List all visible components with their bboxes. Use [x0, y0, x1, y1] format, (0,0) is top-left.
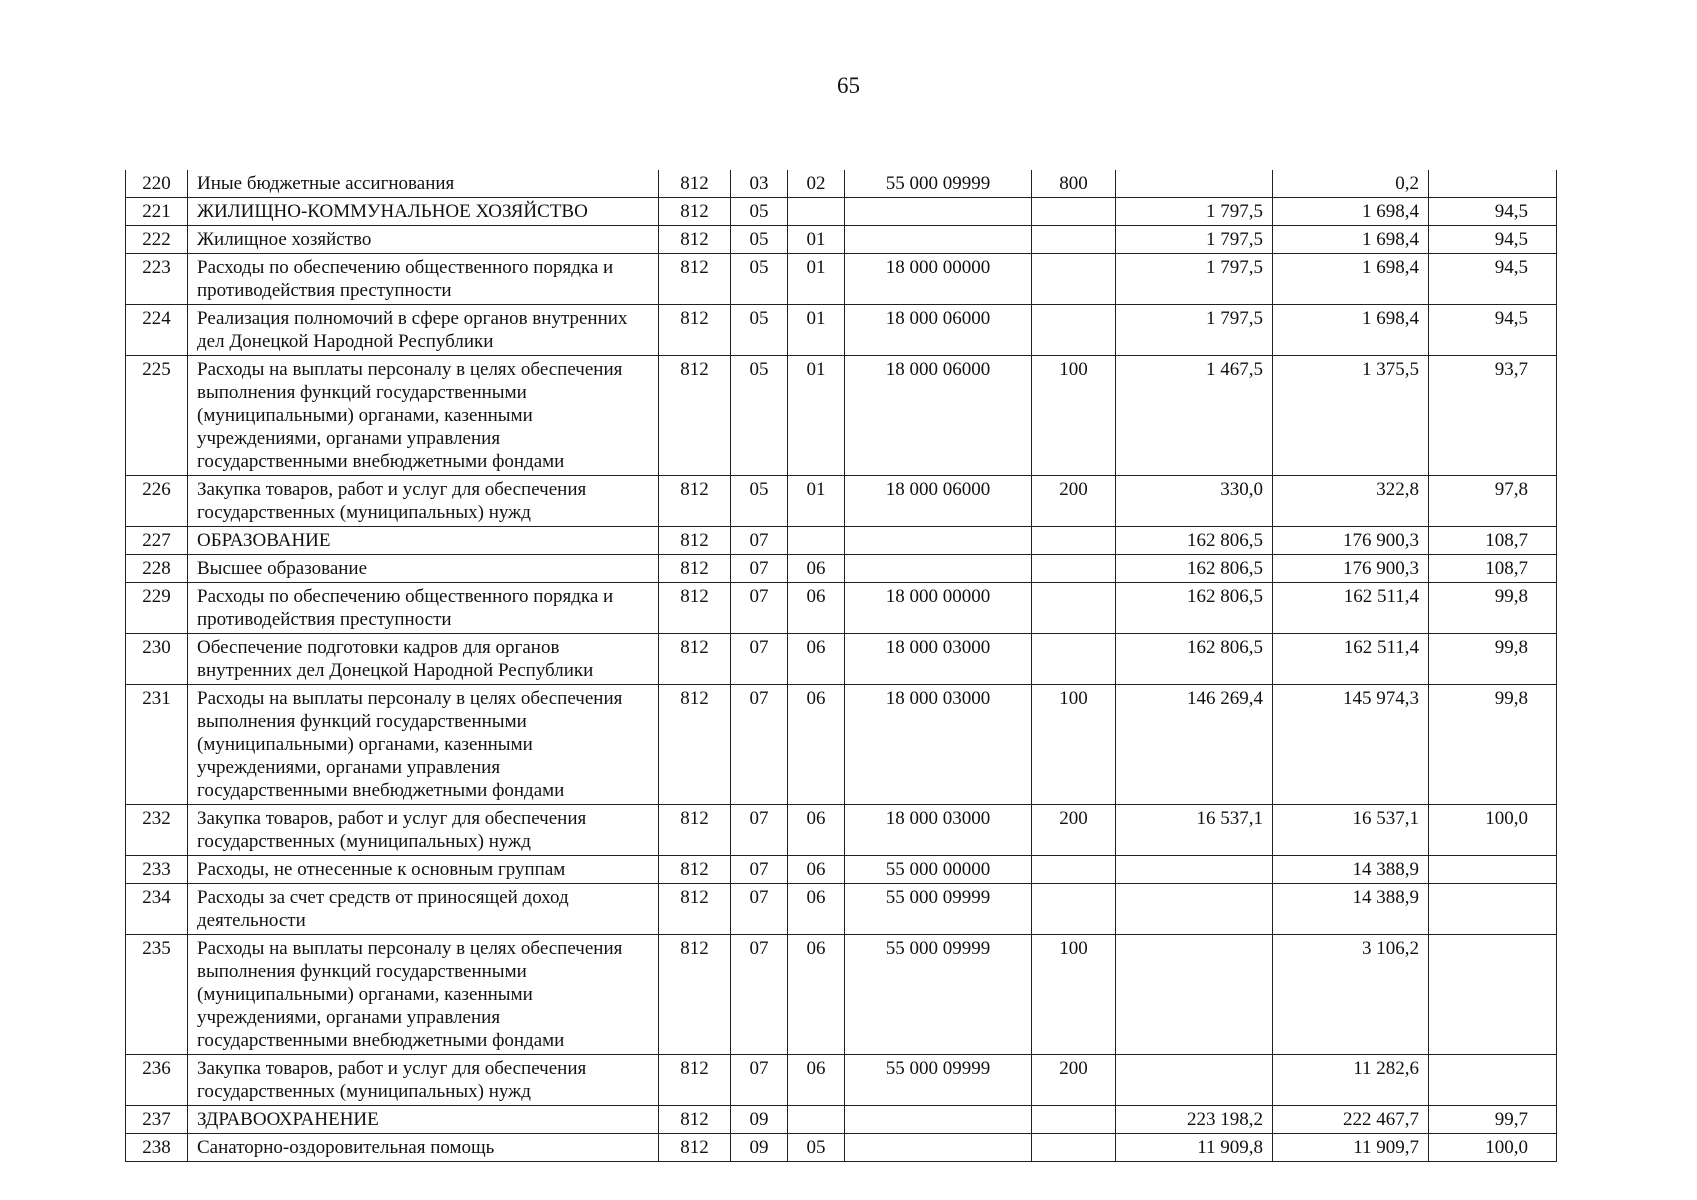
section-code-cell: 07 — [731, 527, 788, 555]
table-row — [126, 1055, 1557, 1106]
target-article-cell — [845, 527, 1032, 555]
fact-amount-cell: 1 698,4 — [1273, 226, 1429, 254]
percent-cell: 108,7 — [1429, 555, 1557, 583]
table-row — [126, 634, 1557, 685]
row-number-cell: 228 — [126, 555, 188, 583]
row-name-cell: Реализация полномочий в сфере органов внутренних дел Донецкой Народной Республики — [188, 305, 659, 356]
row-number-cell: 221 — [126, 198, 188, 226]
ved-code-cell: 812 — [659, 1134, 731, 1162]
table-row — [126, 254, 1557, 305]
row-name-cell: ЖИЛИЩНО-КОММУНАЛЬНОЕ ХОЗЯЙСТВО — [188, 198, 659, 226]
table-row — [126, 226, 1557, 254]
budget-table — [125, 170, 1557, 1162]
row-name-cell: Иные бюджетные ассигнования — [188, 170, 659, 198]
target-article-cell: 18 000 03000 — [845, 685, 1032, 805]
subsection-code-cell: 06 — [788, 935, 845, 1055]
subsection-code-cell — [788, 1106, 845, 1134]
expense-type-cell — [1032, 856, 1116, 884]
plan-amount-cell: 146 269,4 — [1116, 685, 1273, 805]
fact-amount-cell: 16 537,1 — [1273, 805, 1429, 856]
expense-type-cell: 100 — [1032, 356, 1116, 476]
row-name-cell: Расходы за счет средств от приносящей доход деятельности — [188, 884, 659, 935]
fact-amount-cell: 11 909,7 — [1273, 1134, 1429, 1162]
expense-type-cell: 100 — [1032, 685, 1116, 805]
subsection-code-cell: 01 — [788, 226, 845, 254]
ved-code-cell: 812 — [659, 254, 731, 305]
ved-code-cell: 812 — [659, 935, 731, 1055]
target-article-cell — [845, 1106, 1032, 1134]
fact-amount-cell: 14 388,9 — [1273, 884, 1429, 935]
row-number-cell: 234 — [126, 884, 188, 935]
expense-type-cell: 800 — [1032, 170, 1116, 198]
row-number-cell: 227 — [126, 527, 188, 555]
row-name-cell: Расходы на выплаты персоналу в целях обеспечения выполнения функций государственными (муниципальными) органами, казенными учреждениями, органами управления государственными внебюджетными фондами — [188, 685, 659, 805]
table-row — [126, 856, 1557, 884]
target-article-cell: 18 000 03000 — [845, 634, 1032, 685]
percent-cell — [1429, 856, 1557, 884]
percent-cell — [1429, 170, 1557, 198]
fact-amount-cell: 322,8 — [1273, 476, 1429, 527]
plan-amount-cell: 223 198,2 — [1116, 1106, 1273, 1134]
subsection-code-cell: 01 — [788, 305, 845, 356]
section-code-cell: 09 — [731, 1106, 788, 1134]
plan-amount-cell: 1 467,5 — [1116, 356, 1273, 476]
expense-type-cell — [1032, 527, 1116, 555]
plan-amount-cell — [1116, 170, 1273, 198]
row-number-cell: 238 — [126, 1134, 188, 1162]
row-number-cell: 235 — [126, 935, 188, 1055]
fact-amount-cell: 176 900,3 — [1273, 527, 1429, 555]
section-code-cell: 09 — [731, 1134, 788, 1162]
ved-code-cell: 812 — [659, 634, 731, 685]
subsection-code-cell — [788, 527, 845, 555]
row-name-cell: ОБРАЗОВАНИЕ — [188, 527, 659, 555]
percent-cell: 99,7 — [1429, 1106, 1557, 1134]
section-code-cell: 05 — [731, 198, 788, 226]
row-number-cell: 231 — [126, 685, 188, 805]
fact-amount-cell: 1 698,4 — [1273, 305, 1429, 356]
table-row — [126, 476, 1557, 527]
subsection-code-cell: 06 — [788, 1055, 845, 1106]
ved-code-cell: 812 — [659, 226, 731, 254]
plan-amount-cell: 1 797,5 — [1116, 254, 1273, 305]
expense-type-cell: 100 — [1032, 935, 1116, 1055]
expense-type-cell — [1032, 198, 1116, 226]
expense-type-cell — [1032, 1134, 1116, 1162]
section-code-cell: 07 — [731, 1055, 788, 1106]
table-row — [126, 1106, 1557, 1134]
fact-amount-cell: 1 375,5 — [1273, 356, 1429, 476]
row-name-cell: Расходы на выплаты персоналу в целях обеспечения выполнения функций государственными (муниципальными) органами, казенными учреждениями, органами управления государственными внебюджетными фондами — [188, 935, 659, 1055]
plan-amount-cell: 16 537,1 — [1116, 805, 1273, 856]
table-row — [126, 583, 1557, 634]
percent-cell — [1429, 935, 1557, 1055]
expense-type-cell — [1032, 1106, 1116, 1134]
section-code-cell: 07 — [731, 634, 788, 685]
percent-cell: 99,8 — [1429, 583, 1557, 634]
row-number-cell: 230 — [126, 634, 188, 685]
section-code-cell: 05 — [731, 305, 788, 356]
fact-amount-cell: 3 106,2 — [1273, 935, 1429, 1055]
subsection-code-cell: 06 — [788, 856, 845, 884]
ved-code-cell: 812 — [659, 170, 731, 198]
plan-amount-cell — [1116, 935, 1273, 1055]
expense-type-cell — [1032, 305, 1116, 356]
plan-amount-cell: 162 806,5 — [1116, 527, 1273, 555]
row-name-cell: Закупка товаров, работ и услуг для обеспечения государственных (муниципальных) нужд — [188, 476, 659, 527]
fact-amount-cell: 176 900,3 — [1273, 555, 1429, 583]
ved-code-cell: 812 — [659, 476, 731, 527]
target-article-cell: 55 000 09999 — [845, 884, 1032, 935]
subsection-code-cell: 06 — [788, 805, 845, 856]
percent-cell: 99,8 — [1429, 685, 1557, 805]
target-article-cell: 55 000 09999 — [845, 935, 1032, 1055]
plan-amount-cell: 162 806,5 — [1116, 555, 1273, 583]
subsection-code-cell: 06 — [788, 884, 845, 935]
percent-cell: 94,5 — [1429, 254, 1557, 305]
expense-type-cell — [1032, 555, 1116, 583]
expense-type-cell: 200 — [1032, 476, 1116, 527]
expense-type-cell — [1032, 254, 1116, 305]
fact-amount-cell: 11 282,6 — [1273, 1055, 1429, 1106]
percent-cell: 93,7 — [1429, 356, 1557, 476]
plan-amount-cell — [1116, 884, 1273, 935]
row-name-cell: Расходы по обеспечению общественного порядка и противодействия преступности — [188, 583, 659, 634]
plan-amount-cell: 1 797,5 — [1116, 305, 1273, 356]
table-row — [126, 170, 1557, 198]
target-article-cell — [845, 226, 1032, 254]
plan-amount-cell: 11 909,8 — [1116, 1134, 1273, 1162]
ved-code-cell: 812 — [659, 1106, 731, 1134]
row-name-cell: Расходы по обеспечению общественного порядка и противодействия преступности — [188, 254, 659, 305]
row-number-cell: 224 — [126, 305, 188, 356]
target-article-cell — [845, 1134, 1032, 1162]
subsection-code-cell: 02 — [788, 170, 845, 198]
fact-amount-cell: 222 467,7 — [1273, 1106, 1429, 1134]
percent-cell: 99,8 — [1429, 634, 1557, 685]
section-code-cell: 07 — [731, 583, 788, 634]
table-row — [126, 305, 1557, 356]
table-row — [126, 527, 1557, 555]
fact-amount-cell: 1 698,4 — [1273, 254, 1429, 305]
plan-amount-cell: 162 806,5 — [1116, 583, 1273, 634]
table-row — [126, 884, 1557, 935]
ved-code-cell: 812 — [659, 305, 731, 356]
table-row — [126, 935, 1557, 1055]
percent-cell: 94,5 — [1429, 305, 1557, 356]
fact-amount-cell: 0,2 — [1273, 170, 1429, 198]
target-article-cell: 55 000 09999 — [845, 170, 1032, 198]
section-code-cell: 07 — [731, 856, 788, 884]
subsection-code-cell: 06 — [788, 685, 845, 805]
ved-code-cell: 812 — [659, 356, 731, 476]
row-name-cell: Расходы, не отнесенные к основным группам — [188, 856, 659, 884]
row-name-cell: Санаторно-оздоровительная помощь — [188, 1134, 659, 1162]
section-code-cell: 07 — [731, 805, 788, 856]
percent-cell — [1429, 1055, 1557, 1106]
table-row — [126, 356, 1557, 476]
ved-code-cell: 812 — [659, 884, 731, 935]
section-code-cell: 07 — [731, 555, 788, 583]
percent-cell: 94,5 — [1429, 226, 1557, 254]
section-code-cell: 05 — [731, 476, 788, 527]
plan-amount-cell: 162 806,5 — [1116, 634, 1273, 685]
percent-cell: 97,8 — [1429, 476, 1557, 527]
row-number-cell: 233 — [126, 856, 188, 884]
target-article-cell: 18 000 06000 — [845, 356, 1032, 476]
ved-code-cell: 812 — [659, 198, 731, 226]
fact-amount-cell: 1 698,4 — [1273, 198, 1429, 226]
expense-type-cell: 200 — [1032, 1055, 1116, 1106]
subsection-code-cell: 06 — [788, 634, 845, 685]
fact-amount-cell: 14 388,9 — [1273, 856, 1429, 884]
percent-cell — [1429, 884, 1557, 935]
target-article-cell — [845, 198, 1032, 226]
subsection-code-cell: 01 — [788, 356, 845, 476]
expense-type-cell — [1032, 583, 1116, 634]
table-row — [126, 1134, 1557, 1162]
row-number-cell: 236 — [126, 1055, 188, 1106]
row-number-cell: 232 — [126, 805, 188, 856]
row-name-cell: Высшее образование — [188, 555, 659, 583]
row-name-cell: Жилищное хозяйство — [188, 226, 659, 254]
section-code-cell: 07 — [731, 935, 788, 1055]
expense-type-cell — [1032, 884, 1116, 935]
ved-code-cell: 812 — [659, 583, 731, 634]
row-name-cell: Закупка товаров, работ и услуг для обеспечения государственных (муниципальных) нужд — [188, 805, 659, 856]
section-code-cell: 07 — [731, 884, 788, 935]
percent-cell: 94,5 — [1429, 198, 1557, 226]
row-name-cell: Обеспечение подготовки кадров для органов внутренних дел Донецкой Народной Республики — [188, 634, 659, 685]
target-article-cell: 18 000 06000 — [845, 476, 1032, 527]
row-number-cell: 229 — [126, 583, 188, 634]
table-row — [126, 555, 1557, 583]
ved-code-cell: 812 — [659, 685, 731, 805]
target-article-cell: 55 000 09999 — [845, 1055, 1032, 1106]
subsection-code-cell: 06 — [788, 555, 845, 583]
ved-code-cell: 812 — [659, 1055, 731, 1106]
table-row — [126, 198, 1557, 226]
plan-amount-cell: 1 797,5 — [1116, 198, 1273, 226]
ved-code-cell: 812 — [659, 805, 731, 856]
subsection-code-cell — [788, 198, 845, 226]
ved-code-cell: 812 — [659, 856, 731, 884]
row-number-cell: 222 — [126, 226, 188, 254]
row-number-cell: 220 — [126, 170, 188, 198]
subsection-code-cell: 01 — [788, 254, 845, 305]
percent-cell: 108,7 — [1429, 527, 1557, 555]
plan-amount-cell — [1116, 856, 1273, 884]
row-number-cell: 226 — [126, 476, 188, 527]
plan-amount-cell: 1 797,5 — [1116, 226, 1273, 254]
row-number-cell: 237 — [126, 1106, 188, 1134]
row-name-cell: Закупка товаров, работ и услуг для обеспечения государственных (муниципальных) нужд — [188, 1055, 659, 1106]
plan-amount-cell — [1116, 1055, 1273, 1106]
target-article-cell: 18 000 03000 — [845, 805, 1032, 856]
target-article-cell: 18 000 00000 — [845, 254, 1032, 305]
section-code-cell: 07 — [731, 685, 788, 805]
table-row — [126, 805, 1557, 856]
expense-type-cell: 200 — [1032, 805, 1116, 856]
plan-amount-cell: 330,0 — [1116, 476, 1273, 527]
expense-type-cell — [1032, 226, 1116, 254]
fact-amount-cell: 162 511,4 — [1273, 634, 1429, 685]
percent-cell: 100,0 — [1429, 1134, 1557, 1162]
ved-code-cell: 812 — [659, 555, 731, 583]
table-row — [126, 685, 1557, 805]
subsection-code-cell: 01 — [788, 476, 845, 527]
target-article-cell — [845, 555, 1032, 583]
section-code-cell: 05 — [731, 356, 788, 476]
fact-amount-cell: 162 511,4 — [1273, 583, 1429, 634]
percent-cell: 100,0 — [1429, 805, 1557, 856]
section-code-cell: 03 — [731, 170, 788, 198]
section-code-cell: 05 — [731, 254, 788, 305]
ved-code-cell: 812 — [659, 527, 731, 555]
page-number: 65 — [837, 73, 860, 98]
row-number-cell: 223 — [126, 254, 188, 305]
row-name-cell: Расходы на выплаты персоналу в целях обеспечения выполнения функций государственными (муниципальными) органами, казенными учреждениями, органами управления государственными внебюджетными фондами — [188, 356, 659, 476]
target-article-cell: 18 000 06000 — [845, 305, 1032, 356]
table-body — [126, 170, 1557, 1162]
target-article-cell: 18 000 00000 — [845, 583, 1032, 634]
section-code-cell: 05 — [731, 226, 788, 254]
expense-type-cell — [1032, 634, 1116, 685]
row-name-cell: ЗДРАВООХРАНЕНИЕ — [188, 1106, 659, 1134]
subsection-code-cell: 06 — [788, 583, 845, 634]
fact-amount-cell: 145 974,3 — [1273, 685, 1429, 805]
target-article-cell: 55 000 00000 — [845, 856, 1032, 884]
row-number-cell: 225 — [126, 356, 188, 476]
subsection-code-cell: 05 — [788, 1134, 845, 1162]
